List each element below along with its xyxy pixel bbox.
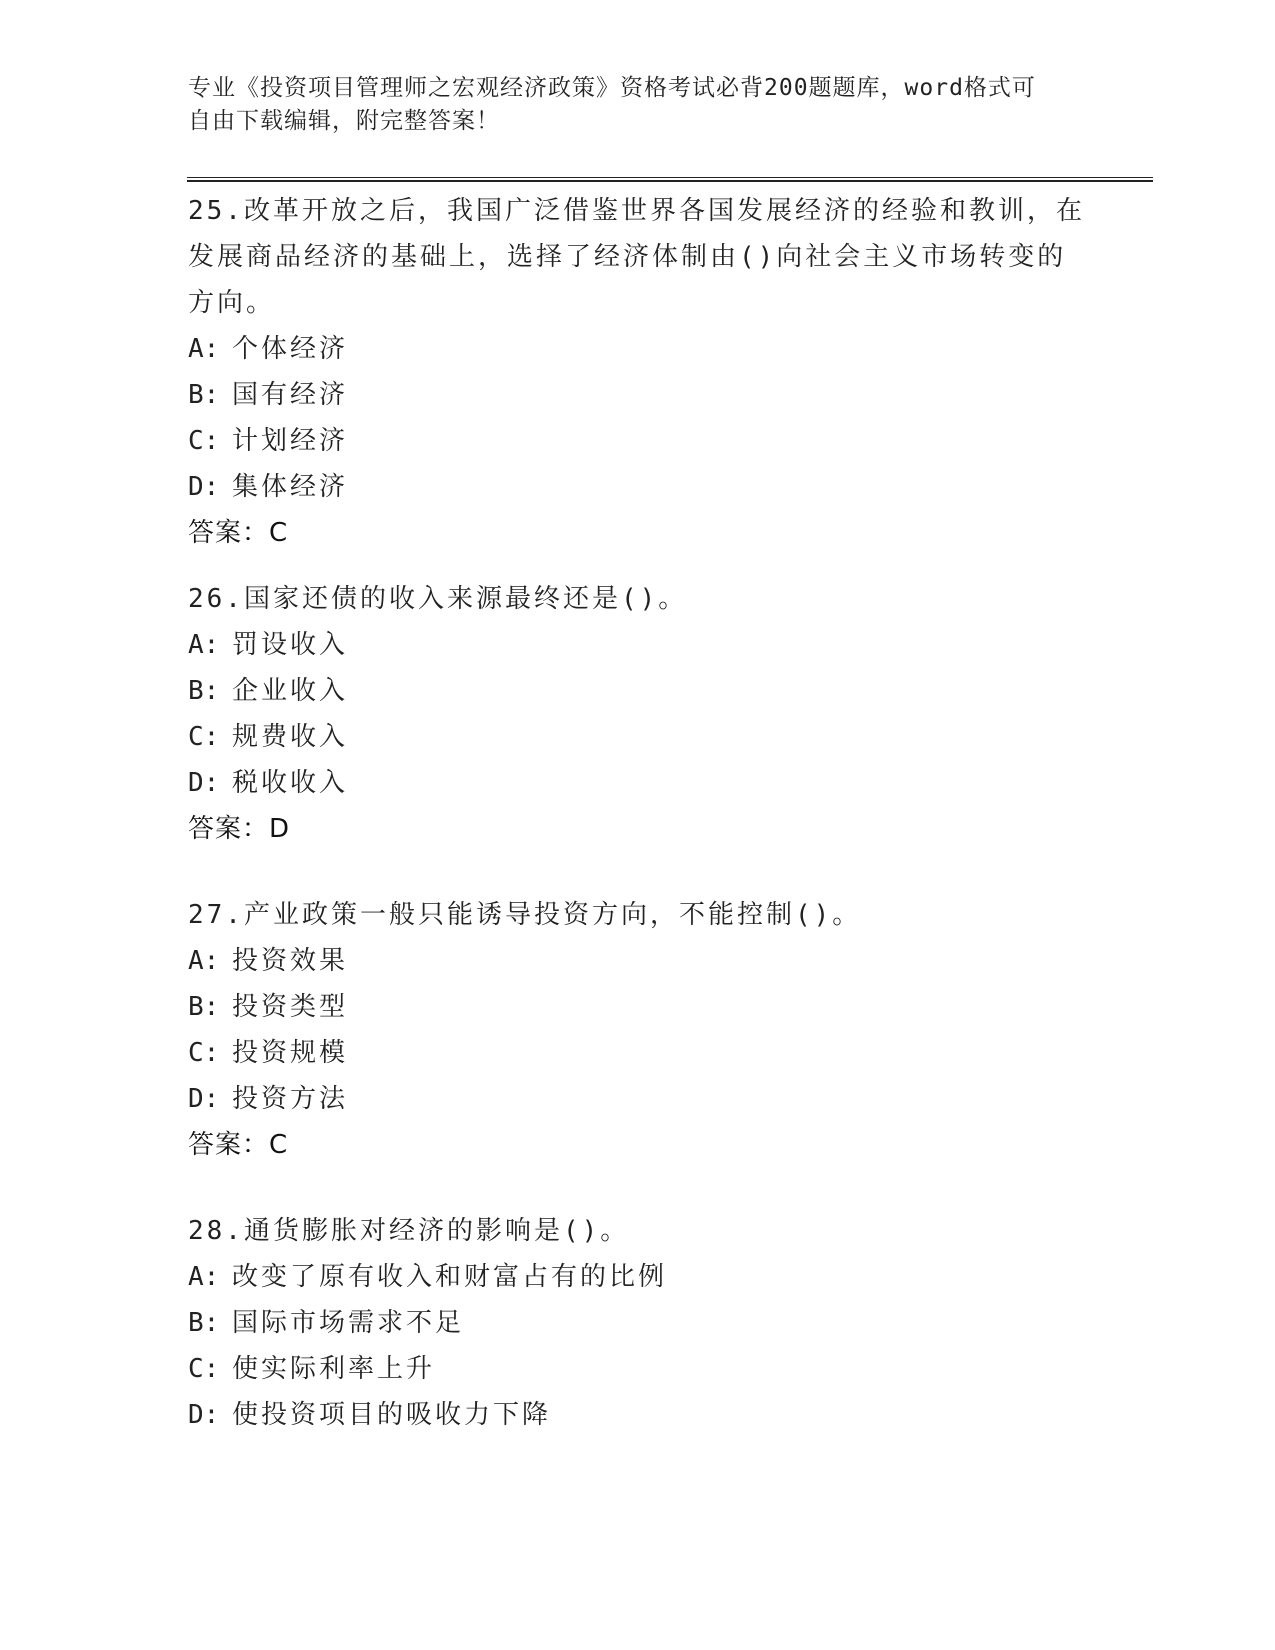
option-a xyxy=(188,938,1108,984)
answer-line: 答案：C xyxy=(188,518,289,548)
option-text: 罚设收入 xyxy=(232,630,349,660)
option-b xyxy=(188,1300,1108,1346)
option-a xyxy=(188,622,1108,668)
option-text: 使投资项目的吸收力下降 xyxy=(232,1400,552,1430)
option-letter: D: xyxy=(188,1084,220,1114)
option-text: 个体经济 xyxy=(232,334,349,364)
option-text: 投资方法 xyxy=(232,1084,349,1114)
question-stem-line: 发展商品经济的基础上，选择了经济体制由()向社会主义市场转变的 xyxy=(188,242,1067,272)
option-text: 投资效果 xyxy=(232,946,349,976)
option-letter: B: xyxy=(188,380,220,410)
question-stem-line: 28.通货膨胀对经济的影响是()。 xyxy=(188,1216,630,1246)
option-a xyxy=(188,326,1108,372)
answer-line: 答案：D xyxy=(188,814,291,844)
option-letter: A: xyxy=(188,334,220,364)
option-d xyxy=(188,1392,1108,1438)
question-27 xyxy=(188,892,1108,1168)
option-c xyxy=(188,1346,1108,1392)
document-header xyxy=(188,72,1088,138)
option-text: 投资类型 xyxy=(232,992,349,1022)
option-letter: D: xyxy=(188,472,220,502)
option-text: 国有经济 xyxy=(232,380,349,410)
option-letter: A: xyxy=(188,1262,220,1292)
option-text: 规费收入 xyxy=(232,722,349,752)
option-letter: B: xyxy=(188,992,220,1022)
option-c xyxy=(188,1030,1108,1076)
header-line-1: 专业《投资项目管理师之宏观经济政策》资格考试必背200题题库，word格式可 xyxy=(188,75,1036,101)
option-letter: C: xyxy=(188,426,220,456)
option-text: 国际市场需求不足 xyxy=(232,1308,465,1338)
header-line-2: 自由下载编辑，附完整答案！ xyxy=(188,108,500,134)
option-letter: A: xyxy=(188,630,220,660)
question-25 xyxy=(188,188,1108,556)
option-text: 企业收入 xyxy=(232,676,349,706)
option-d xyxy=(188,1076,1108,1122)
option-c xyxy=(188,418,1108,464)
option-b xyxy=(188,372,1108,418)
option-letter: B: xyxy=(188,1308,220,1338)
option-text: 改变了原有收入和财富占有的比例 xyxy=(232,1262,668,1292)
question-stem-line: 方向。 xyxy=(188,288,276,318)
option-b xyxy=(188,984,1108,1030)
option-letter: A: xyxy=(188,946,220,976)
question-stem-line: 27.产业政策一般只能诱导投资方向，不能控制()。 xyxy=(188,900,862,930)
option-text: 集体经济 xyxy=(232,472,349,502)
header-divider xyxy=(187,177,1153,182)
question-stem-line: 26.国家还债的收入来源最终还是()。 xyxy=(188,584,688,614)
option-text: 计划经济 xyxy=(232,426,349,456)
option-text: 使实际利率上升 xyxy=(232,1354,436,1384)
option-letter: C: xyxy=(188,1038,220,1068)
question-28 xyxy=(188,1208,1108,1438)
option-c xyxy=(188,714,1108,760)
option-letter: C: xyxy=(188,1354,220,1384)
answer-line: 答案：C xyxy=(188,1130,289,1160)
option-letter: B: xyxy=(188,676,220,706)
question-stem-line: 25.改革开放之后，我国广泛借鉴世界各国发展经济的经验和教训，在 xyxy=(188,196,1085,226)
option-text: 税收收入 xyxy=(232,768,349,798)
option-letter: D: xyxy=(188,1400,220,1430)
option-letter: C: xyxy=(188,722,220,752)
option-a xyxy=(188,1254,1108,1300)
option-text: 投资规模 xyxy=(232,1038,349,1068)
option-b xyxy=(188,668,1108,714)
option-d xyxy=(188,760,1108,806)
option-letter: D: xyxy=(188,768,220,798)
option-d xyxy=(188,464,1108,510)
question-26 xyxy=(188,576,1108,852)
